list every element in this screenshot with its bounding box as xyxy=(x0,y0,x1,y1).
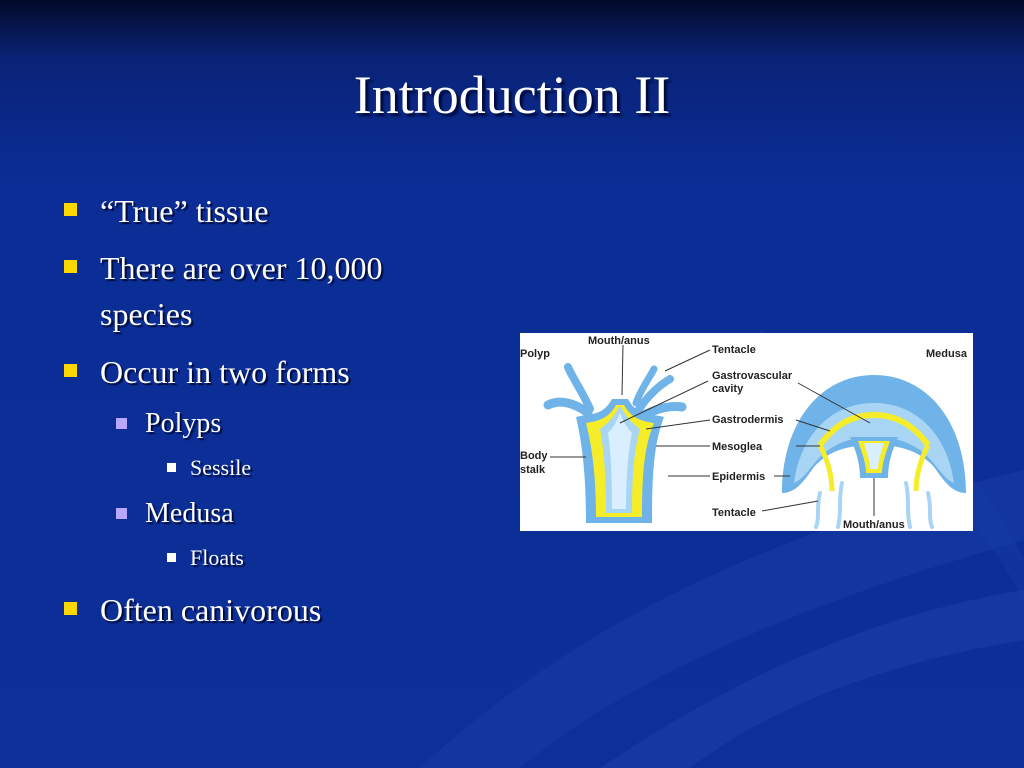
bullet-text: Often canivorous xyxy=(100,592,322,628)
cavity-label: cavity xyxy=(712,383,744,395)
bullet-text: Occur in two forms xyxy=(100,354,350,390)
square-bullet-icon xyxy=(167,463,176,472)
gastrovascular-label: Gastrovascular xyxy=(712,370,793,382)
bullet-text: “True” tissue xyxy=(100,193,269,229)
bullet-item xyxy=(100,245,460,337)
tentacle-label: Tentacle xyxy=(712,344,756,356)
square-bullet-icon xyxy=(64,364,77,377)
square-bullet-icon xyxy=(64,260,77,273)
sub-sub-bullet-item xyxy=(190,452,440,484)
slide-title: Introduction II xyxy=(353,65,671,125)
sub-bullet-item xyxy=(145,494,445,534)
square-bullet-icon xyxy=(64,203,77,216)
square-bullet-icon xyxy=(64,602,77,615)
mouth-anus-bottom-label: Mouth/anus xyxy=(843,519,905,531)
cnidarian-diagram xyxy=(520,333,973,531)
bullet-text: Sessile xyxy=(190,455,252,480)
mesoglea-label: Mesoglea xyxy=(712,441,763,453)
mouth-anus-label: Mouth/anus xyxy=(588,335,650,347)
gastrodermis-label: Gastrodermis xyxy=(712,414,784,426)
medusa-label: Medusa xyxy=(926,348,967,360)
square-bullet-icon xyxy=(116,508,127,519)
bullet-text: There are over 10,000 species xyxy=(100,250,383,332)
bullet-text: Floats xyxy=(190,545,244,570)
bullet-item xyxy=(100,349,460,395)
stalk-label: stalk xyxy=(520,464,546,476)
sub-bullet-item xyxy=(145,404,445,444)
body-label: Body xyxy=(520,450,548,462)
bullet-text: Polyps xyxy=(145,408,222,439)
tentacle-bottom-label: Tentacle xyxy=(712,507,756,519)
epidermis-label: Epidermis xyxy=(712,471,766,483)
polyp-label: Polyp xyxy=(520,348,550,360)
sub-sub-bullet-item xyxy=(190,542,440,574)
polyp-drawing xyxy=(548,367,682,523)
square-bullet-icon xyxy=(167,553,176,562)
bullet-item xyxy=(100,587,460,633)
bullet-item xyxy=(100,188,460,234)
square-bullet-icon xyxy=(116,418,127,429)
bullet-text: Medusa xyxy=(145,498,234,529)
